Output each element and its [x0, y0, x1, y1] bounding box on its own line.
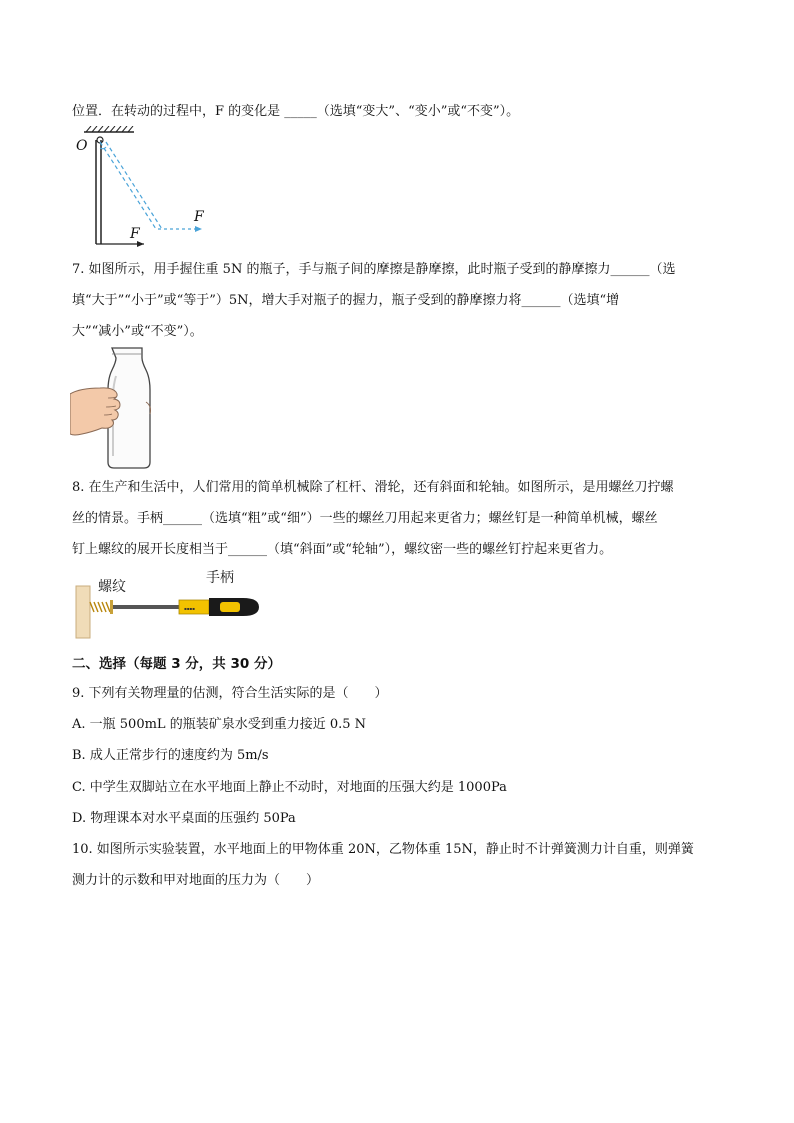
q6-text: 位置．在转动的过程中，F 的变化是 _____（选填“变大”、“变小”或“不变”）。 — [72, 104, 520, 119]
label-thread: 螺纹 — [98, 579, 126, 595]
label-o: O — [76, 138, 88, 154]
q9-option-c: C. 中学生双脚站立在水平地面上静止不动时，对地面的压强大约是 1000Pa — [72, 780, 507, 795]
section-heading: 二、选择（每题 3 分，共 30 分） — [72, 656, 281, 672]
q6-lever-figure — [72, 126, 212, 248]
q7-line-1: 7. 如图所示，用手握住重 5N 的瓶子，手与瓶子间的摩擦是静摩擦，此时瓶子受到的静摩擦力______（选 — [72, 262, 676, 277]
q7-bottle-figure — [70, 346, 160, 470]
q10-line-1: 10. 如图所示实验装置，水平地面上的甲物体重 20N，乙物体重 15N，静止时不计弹簧测力计自重，则弹簧 — [72, 842, 694, 857]
q10-line-2: 测力计的示数和甲对地面的压力为（ ） — [72, 873, 320, 888]
label-f-bottom: F — [130, 226, 140, 242]
q7-line-2: 填“大于”“小于”或“等于”）5N，增大手对瓶子的握力，瓶子受到的静摩擦力将______（选填“增 — [72, 293, 620, 308]
q9-option-a: A. 一瓶 500mL 的瓶装矿泉水受到重力接近 0.5 N — [72, 717, 367, 732]
label-f-dashed: F — [194, 209, 204, 225]
q9-stem: 9. 下列有关物理量的估测，符合生活实际的是（ ） — [72, 686, 388, 701]
q8-line-1: 8. 在生产和生活中，人们常用的简单机械除了杠杆、滑轮，还有斜面和轮轴。如图所示，是用螺丝刀拧螺 — [72, 480, 674, 495]
label-handle: 手柄 — [206, 570, 234, 586]
q8-line-2: 丝的情景。手柄______（选填“粗”或“细”）一些的螺丝刀用起来更省力；螺丝钉是一种简单机械，螺丝 — [72, 511, 658, 526]
q9-option-d: D. 物理课本对水平桌面的压强约 50Pa — [72, 811, 296, 826]
q8-screwdriver-figure — [72, 566, 272, 642]
q8-line-3: 钉上螺纹的展开长度相当于______（填“斜面”或“轮轴”），螺纹密一些的螺丝钉拧起来更省力。 — [72, 542, 613, 557]
q7-line-3: 大”“减小”或“不变”）。 — [72, 324, 203, 339]
svg-text:▪▪▪▪: ▪▪▪▪ — [184, 606, 195, 611]
q9-option-b: B. 成人正常步行的速度约为 5m/s — [72, 748, 269, 763]
